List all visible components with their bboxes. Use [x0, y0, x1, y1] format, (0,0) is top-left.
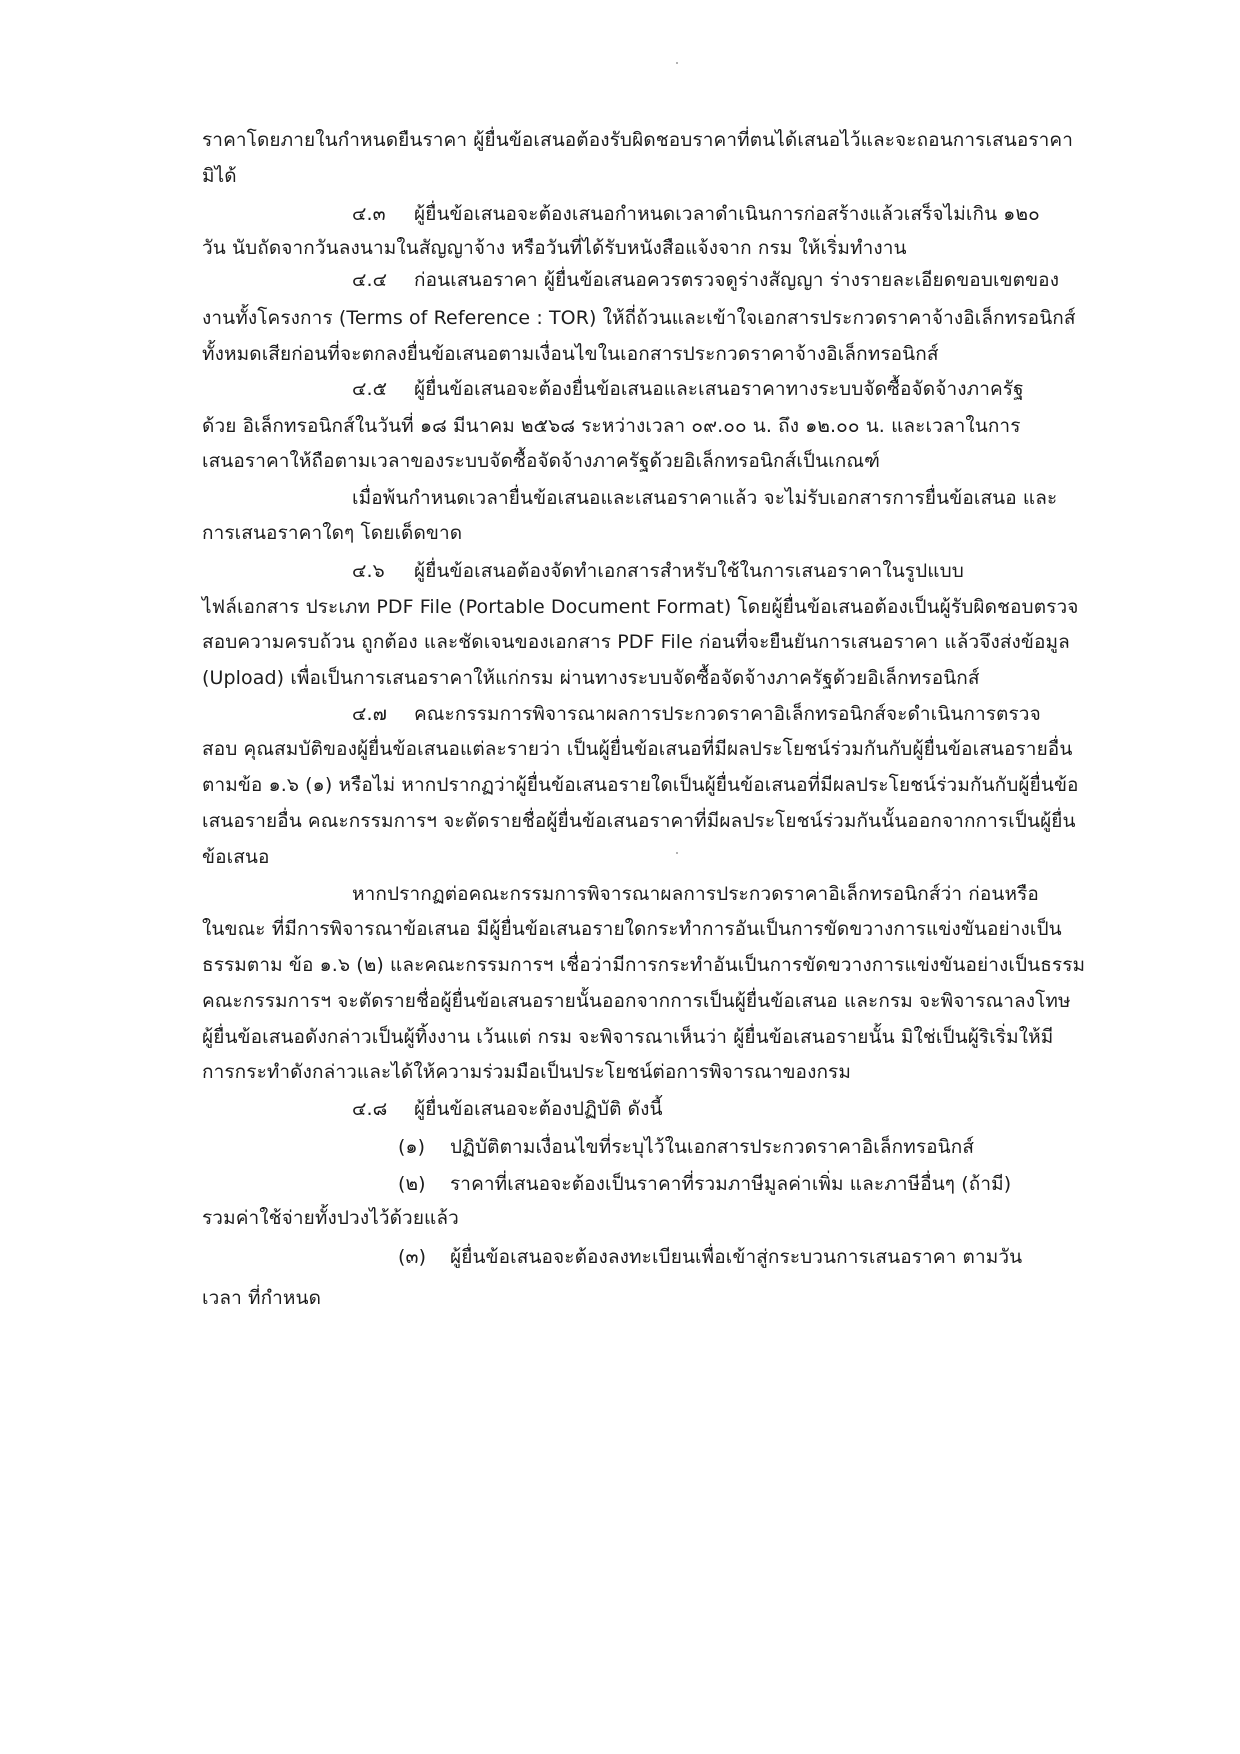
sub-item-3	[398, 1243, 1022, 1271]
sub-item-2	[398, 1170, 1011, 1198]
paragraph-line: ทั้งหมดเสียก่อนที่จะตกลงยื่นข้อเสนอตามเงื่อนไขในเอกสารประกวดราคาจ้างอิเล็กทรอนิกส์	[202, 343, 939, 365]
paragraph-line: ตามข้อ ๑.๖ (๑) หรือไม่ หากปรากฏว่าผู้ยื่นข้อเสนอรายใดเป็นผู้ยื่นข้อเสนอที่มีผลประโยชน์ร่วมกันกับผู้ยื่นข้อ	[202, 774, 1079, 796]
paragraph-line: ธรรมตาม ข้อ ๑.๖ (๒) และคณะกรรมการฯ เชื่อว่ามีการกระทำอันเป็นการขัดขวางการแข่งขันอย่างเป็นธรรม	[202, 954, 1086, 976]
clause-4-8	[352, 1095, 663, 1123]
paragraph-line: ไฟล์เอกสาร ประเภท PDF File (Portable Document Format) โดยผู้ยื่นข้อเสนอต้องเป็นผู้รับผิดชอบตรวจ	[202, 596, 1079, 618]
paragraph-line: สอบ คุณสมบัติของผู้ยื่นข้อเสนอแต่ละรายว่า เป็นผู้ยื่นข้อเสนอที่มีผลประโยชน์ร่วมกันกับผู้ยื่นข้อเสนอรายอื่น	[202, 738, 1073, 760]
paragraph-line: การกระทำดังกล่าวและได้ให้ความร่วมมือเป็นประโยชน์ต่อการพิจารณาของกรม	[202, 1061, 851, 1083]
paragraph-line: รวมค่าใช้จ่ายทั้งปวงไว้ด้วยแล้ว	[202, 1207, 459, 1229]
clause-number: ๔.๗	[352, 703, 388, 725]
clause-4-3	[352, 200, 1040, 228]
paragraph-line: (Upload) เพื่อเป็นการเสนอราคาให้แก่กรม ผ่านทางระบบจัดซื้อจัดจ้างภาครัฐด้วยอิเล็กทรอนิกส์	[202, 667, 980, 689]
paragraph-line: เมื่อพ้นกำหนดเวลายื่นข้อเสนอและเสนอราคาแล้ว จะไม่รับเอกสารการยื่นข้อเสนอ และ	[352, 487, 1058, 509]
paragraph-line: หากปรากฏต่อคณะกรรมการพิจารณาผลการประกวดราคาอิเล็กทรอนิกส์ว่า ก่อนหรือ	[352, 883, 1039, 905]
paragraph-line: ข้อเสนอ	[202, 846, 270, 868]
paragraph-line: ผู้ยื่นข้อเสนอดังกล่าวเป็นผู้ทิ้งงาน เว้นแต่ กรม จะพิจารณาเห็นว่า ผู้ยื่นข้อเสนอรายนั้น มิใช่เป็นผู้ริเริ่มให้มี	[202, 1026, 1054, 1048]
paragraph-line: มิได้	[202, 165, 237, 187]
paragraph-line: เสนอราคาให้ถือตามเวลาของระบบจัดซื้อจัดจ้างภาครัฐด้วยอิเล็กทรอนิกส์เป็นเกณฑ์	[202, 450, 880, 472]
scan-speck	[676, 852, 678, 854]
clause-4-5	[352, 375, 1024, 403]
paragraph-line: ผู้ยื่นข้อเสนอจะต้องยื่นข้อเสนอและเสนอราคาทางระบบจัดซื้อจัดจ้างภาครัฐ	[414, 378, 1024, 400]
paragraph-line: สอบความครบถ้วน ถูกต้อง และชัดเจนของเอกสาร PDF File ก่อนที่จะยืนยันการเสนอราคา แล้วจึงส่งข้อมูล	[202, 631, 1070, 653]
paragraph-line: ผู้ยื่นข้อเสนอจะต้องปฏิบัติ ดังนี้	[414, 1098, 663, 1120]
paragraph-line: ก่อนเสนอราคา ผู้ยื่นข้อเสนอควรตรวจดูร่างสัญญา ร่างรายละเอียดขอบเขตของ	[414, 269, 1060, 291]
paragraph-line: ผู้ยื่นข้อเสนอต้องจัดทำเอกสารสำหรับใช้ในการเสนอราคาในรูปแบบ	[414, 560, 964, 582]
clause-4-4	[352, 266, 1059, 294]
clause-4-6	[352, 557, 964, 585]
paragraph-line: ราคาที่เสนอจะต้องเป็นราคาที่รวมภาษีมูลค่าเพิ่ม และภาษีอื่นๆ (ถ้ามี)	[450, 1173, 1012, 1195]
paragraph-line: การเสนอราคาใดๆ โดยเด็ดขาด	[202, 522, 463, 544]
paragraph-line: ราคาโดยภายในกำหนดยืนราคา ผู้ยื่นข้อเสนอต้องรับผิดชอบราคาที่ตนได้เสนอไว้และจะถอนการเสนอราคา	[202, 129, 1074, 151]
paragraph-line: คณะกรรมการฯ จะตัดรายชื่อผู้ยื่นข้อเสนอรายนั้นออกจากการเป็นผู้ยื่นข้อเสนอ และกรม จะพิจารณาลงโทษ	[202, 990, 1071, 1012]
paragraph-line: เวลา ที่กำหนด	[202, 1287, 322, 1309]
clause-number: ๔.๕	[352, 378, 388, 400]
sub-item-number: (๓)	[398, 1246, 427, 1268]
clause-4-7	[352, 700, 1041, 728]
paragraph-line: วัน นับถัดจากวันลงนามในสัญญาจ้าง หรือวันที่ได้รับหนังสือแจ้งจาก กรม ให้เริ่มทำงาน	[202, 237, 907, 259]
clause-number: ๔.๓	[352, 203, 386, 225]
sub-item-number: (๒)	[398, 1173, 426, 1195]
paragraph-line: เสนอรายอื่น คณะกรรมการฯ จะตัดรายชื่อผู้ยื่นข้อเสนอราคาที่มีผลประโยชน์ร่วมกันนั้นออกจากการเป็นผู้ยื่น	[202, 810, 1076, 832]
paragraph-line: คณะกรรมการพิจารณาผลการประกวดราคาอิเล็กทรอนิกส์จะดำเนินการตรวจ	[414, 703, 1041, 725]
clause-number: ๔.๔	[352, 269, 388, 291]
paragraph-line: ผู้ยื่นข้อเสนอจะต้องเสนอกำหนดเวลาดำเนินการก่อสร้างแล้วเสร็จไม่เกิน ๑๒๐	[414, 203, 1040, 225]
clause-number: ๔.๘	[352, 1098, 388, 1120]
paragraph-line: ปฏิบัติตามเงื่อนไขที่ระบุไว้ในเอกสารประกวดราคาอิเล็กทรอนิกส์	[450, 1136, 975, 1158]
clause-number: ๔.๖	[352, 560, 385, 582]
paragraph-line: ด้วย อิเล็กทรอนิกส์ในวันที่ ๑๘ มีนาคม ๒๕๖๘ ระหว่างเวลา ๐๙.๐๐ น. ถึง ๑๒.๐๐ น. และเวลาในการ	[202, 415, 1021, 437]
scan-speck	[676, 62, 678, 64]
paragraph-line: ผู้ยื่นข้อเสนอจะต้องลงทะเบียนเพื่อเข้าสู่กระบวนการเสนอราคา ตามวัน	[450, 1246, 1023, 1268]
sub-item-number: (๑)	[398, 1136, 426, 1158]
paragraph-line: งานทั้งโครงการ (Terms of Reference : TOR) ให้ถี่ถ้วนและเข้าใจเอกสารประกวดราคาจ้างอิเล็กทรอนิกส์	[202, 307, 1076, 329]
paragraph-line: ในขณะ ที่มีการพิจารณาข้อเสนอ มีผู้ยื่นข้อเสนอรายใดกระทำการอันเป็นการขัดขวางการแข่งขันอย่างเป็น	[202, 918, 1062, 940]
sub-item-1	[398, 1133, 974, 1161]
